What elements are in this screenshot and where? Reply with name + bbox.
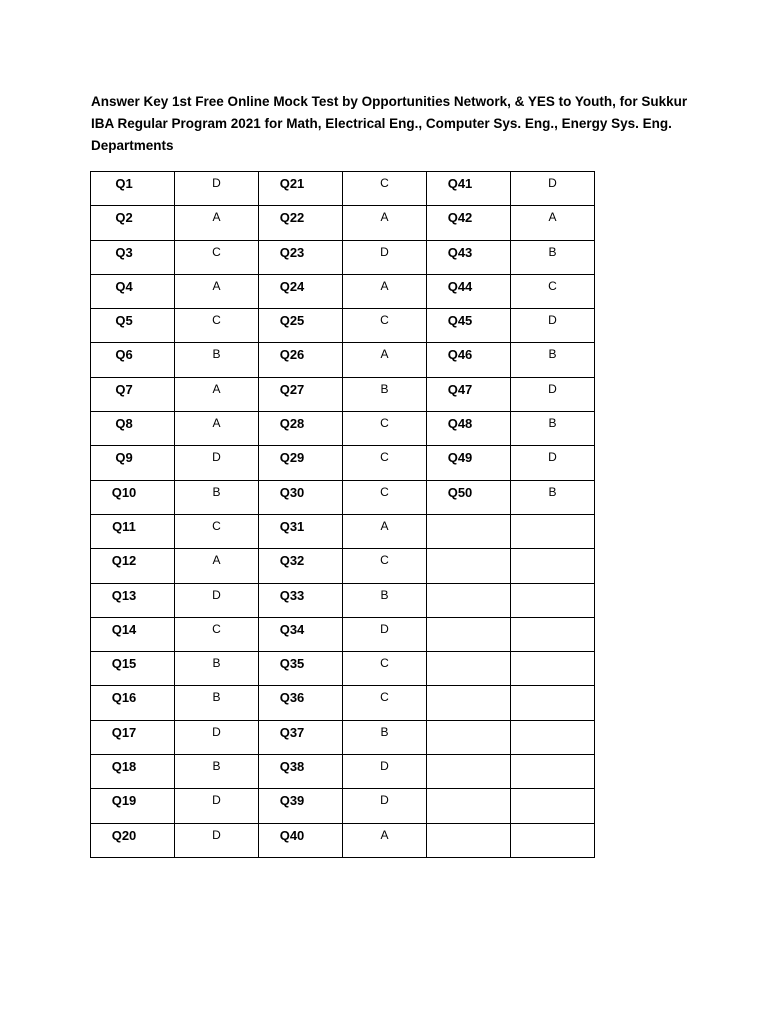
answer-letter: A [380,347,389,362]
question-number-cell [91,652,175,686]
question-number-cell [259,514,343,548]
answer-letter: B [212,347,221,362]
question-number-cell [259,206,343,240]
table-row [91,309,595,343]
question-number: Q28 [279,416,305,432]
answer-letter-cell [511,514,595,548]
question-number-cell [91,480,175,514]
question-number: Q14 [111,621,137,637]
question-number: Q8 [115,416,133,432]
answer-letter: D [380,759,389,774]
question-number: Q49 [447,450,473,466]
question-number-cell [259,480,343,514]
answer-letter-cell [511,583,595,617]
table-row [91,617,595,651]
question-number: Q37 [279,724,305,740]
answer-letter-cell [175,617,259,651]
answer-letter: D [548,176,557,190]
answer-letter: B [380,381,389,396]
answer-letter-cell [511,412,595,446]
answer-letter: A [380,210,389,225]
question-number: Q27 [279,381,305,397]
question-number-cell [91,412,175,446]
answer-letter-cell [175,549,259,583]
answer-letter: A [380,518,389,533]
answer-letter: B [212,484,221,499]
answer-letter-cell [343,377,427,411]
question-number: Q29 [279,450,305,466]
question-number-cell [259,549,343,583]
answer-letter-cell [343,720,427,754]
answer-letter: A [212,553,221,568]
answer-letter-cell [343,240,427,274]
question-number-cell [259,309,343,343]
question-number-cell [259,412,343,446]
question-number: Q13 [111,587,137,603]
answer-letter-cell [343,549,427,583]
answer-key-table [90,171,595,858]
question-number-cell [259,172,343,206]
table-row [91,274,595,308]
answer-letter: C [380,690,389,705]
question-number: Q39 [279,793,305,809]
answer-letter: B [380,724,389,739]
answer-letter: B [212,690,221,705]
question-number-cell [427,755,511,789]
answer-letter: B [212,759,221,774]
answer-letter: D [380,621,389,636]
heading-line-1: Answer Key 1st Free Online Mock Test by Opportunities Network, & YES to Youth, for Sukkur [91,94,688,109]
answer-letter-cell [175,309,259,343]
question-number-cell [427,823,511,857]
answer-letter-cell [175,343,259,377]
table-row [91,652,595,686]
answer-letter: A [212,210,221,225]
question-number: Q50 [447,484,473,500]
answer-letter-cell [343,789,427,823]
question-number-cell [91,274,175,308]
answer-letter: C [380,553,389,568]
question-number-cell [427,412,511,446]
table-row [91,720,595,754]
answer-letter-cell [175,480,259,514]
question-number-cell [91,514,175,548]
question-number-cell [91,686,175,720]
question-number-cell [427,583,511,617]
question-number-cell [91,617,175,651]
question-number: Q33 [279,587,305,603]
question-number: Q46 [447,347,473,363]
answer-letter-cell [343,412,427,446]
question-number: Q44 [447,278,473,294]
question-number-cell [427,652,511,686]
table-row [91,823,595,857]
question-number-cell [427,720,511,754]
question-number-cell [427,377,511,411]
question-number: Q47 [447,381,473,397]
question-number-cell [427,617,511,651]
question-number-cell [427,206,511,240]
answer-letter-cell [343,686,427,720]
question-number: Q41 [447,176,473,191]
answer-letter: B [548,416,557,431]
table-row [91,755,595,789]
answer-letter: C [212,244,221,259]
answer-letter-cell [175,720,259,754]
question-number-cell [91,172,175,206]
answer-letter: A [380,278,389,293]
question-number-cell [91,343,175,377]
answer-letter: B [548,244,557,259]
question-number: Q15 [111,656,137,672]
question-number-cell [91,240,175,274]
question-number-cell [91,720,175,754]
question-number-cell [259,617,343,651]
answer-letter-cell [175,823,259,857]
question-number-cell [91,583,175,617]
answer-letter: D [212,587,221,602]
answer-letter-cell [511,617,595,651]
answer-letter: D [548,381,557,396]
answer-letter: A [212,278,221,293]
table-row [91,240,595,274]
answer-letter: C [380,450,389,465]
answer-letter-cell [343,309,427,343]
answer-letter-cell [175,789,259,823]
answer-letter: A [548,210,557,225]
table-row [91,343,595,377]
answer-letter: D [548,313,557,328]
question-number-cell [259,377,343,411]
answer-letter-cell [511,206,595,240]
table-row [91,789,595,823]
question-number-cell [91,206,175,240]
answer-letter-cell [343,583,427,617]
question-number-cell [427,549,511,583]
question-number-cell [427,480,511,514]
question-number: Q4 [115,278,133,294]
answer-letter-cell [175,583,259,617]
answer-letter: D [380,793,389,808]
answer-letter: A [380,827,389,842]
question-number-cell [91,789,175,823]
question-number-cell [259,446,343,480]
question-number-cell [259,823,343,857]
question-number: Q3 [115,244,133,260]
answer-letter-cell [511,823,595,857]
question-number-cell [259,274,343,308]
table-row [91,514,595,548]
answer-letter-cell [175,206,259,240]
question-number: Q42 [447,210,473,226]
answer-letter: B [212,656,221,671]
question-number: Q26 [279,347,305,363]
question-number: Q32 [279,553,305,569]
question-number: Q38 [279,759,305,775]
question-number: Q45 [447,313,473,329]
question-number: Q35 [279,656,305,672]
question-number: Q5 [115,313,133,329]
question-number-cell [259,720,343,754]
question-number-cell [259,583,343,617]
question-number-cell [427,446,511,480]
question-number-cell [427,172,511,206]
answer-letter-cell [343,274,427,308]
answer-letter-cell [511,789,595,823]
answer-letter-cell [343,172,427,206]
question-number: Q34 [279,621,305,637]
question-number: Q22 [279,210,305,226]
question-number: Q18 [111,759,137,775]
answer-letter: C [380,484,389,499]
question-number-cell [259,686,343,720]
question-number: Q6 [115,347,133,363]
answer-letter-cell [343,823,427,857]
answer-letter: C [212,621,221,636]
answer-letter-cell [511,480,595,514]
question-number-cell [427,343,511,377]
answer-letter: A [212,416,221,431]
answer-letter: C [380,313,389,328]
answer-letter: D [212,793,221,808]
question-number: Q23 [279,244,305,260]
question-number-cell [427,274,511,308]
question-number-cell [427,240,511,274]
question-number: Q31 [279,518,305,534]
question-number-cell [91,446,175,480]
table-row [91,446,595,480]
table-row [91,480,595,514]
answer-letter: C [380,416,389,431]
answer-letter-cell [511,549,595,583]
answer-letter-cell [511,343,595,377]
answer-letter: B [548,347,557,362]
question-number: Q43 [447,244,473,260]
answer-letter: D [212,827,221,842]
table-row [91,549,595,583]
question-number: Q36 [279,690,305,706]
question-number: Q2 [115,210,133,226]
question-number: Q17 [111,724,137,740]
answer-letter-cell [175,755,259,789]
answer-letter-cell [175,686,259,720]
answer-letter: D [212,724,221,739]
answer-letter-cell [175,446,259,480]
question-number: Q9 [115,450,133,466]
answer-letter-cell [511,377,595,411]
answer-letter-cell [511,309,595,343]
answer-letter-cell [511,686,595,720]
heading-line-2: IBA Regular Program 2021 for Math, Electrical Eng., Computer Sys. Eng., Energy Sys. Eng. [91,116,672,131]
answer-letter: A [212,381,221,396]
table-row [91,172,595,206]
answer-letter: C [380,656,389,671]
answer-letter-cell [343,343,427,377]
question-number-cell [91,377,175,411]
question-number-cell [427,789,511,823]
answer-letter: C [212,518,221,533]
answer-letter-cell [343,514,427,548]
answer-letter: C [380,176,389,190]
table-row [91,412,595,446]
answer-letter: D [212,450,221,465]
answer-letter-cell [343,755,427,789]
question-number-cell [91,823,175,857]
question-number-cell [427,514,511,548]
answer-letter-cell [343,617,427,651]
answer-letter-cell [511,446,595,480]
answer-letter: D [548,450,557,465]
question-number: Q40 [279,827,305,843]
question-number-cell [427,309,511,343]
question-number: Q20 [111,827,137,843]
answer-letter-cell [343,206,427,240]
question-number: Q16 [111,690,137,706]
question-number: Q7 [115,381,133,397]
answer-letter: C [212,313,221,328]
answer-letter-cell [175,514,259,548]
question-number-cell [259,343,343,377]
question-number: Q24 [279,278,305,294]
answer-letter-cell [343,652,427,686]
question-number: Q12 [111,553,137,569]
answer-letter-cell [511,172,595,206]
answer-letter-cell [175,274,259,308]
question-number: Q19 [111,793,137,809]
answer-letter-cell [175,240,259,274]
document-heading [91,91,711,157]
question-number-cell [259,652,343,686]
question-number-cell [427,686,511,720]
question-number-cell [91,549,175,583]
answer-letter-cell [175,377,259,411]
question-number-cell [91,309,175,343]
answer-letter-cell [175,412,259,446]
question-number: Q30 [279,484,305,500]
answer-letter: B [380,587,389,602]
question-number: Q10 [111,484,137,500]
question-number: Q25 [279,313,305,329]
answer-letter: D [212,176,221,190]
answer-key-body [91,172,595,858]
answer-letter-cell [511,274,595,308]
question-number: Q21 [279,176,305,191]
answer-letter: C [548,278,557,293]
question-number-cell [259,240,343,274]
answer-letter-cell [511,720,595,754]
answer-letter-cell [511,240,595,274]
question-number-cell [259,789,343,823]
table-row [91,206,595,240]
answer-letter-cell [343,480,427,514]
question-number-cell [259,755,343,789]
answer-letter-cell [175,652,259,686]
answer-letter: B [548,484,557,499]
answer-letter: D [380,244,389,259]
question-number: Q48 [447,416,473,432]
answer-letter-cell [343,446,427,480]
table-row [91,377,595,411]
question-number: Q11 [112,518,136,534]
answer-letter-cell [511,755,595,789]
question-number: Q1 [115,176,133,191]
table-row [91,583,595,617]
table-row [91,686,595,720]
heading-line-3: Departments [91,138,174,153]
answer-letter-cell [175,172,259,206]
question-number-cell [91,755,175,789]
answer-letter-cell [511,652,595,686]
